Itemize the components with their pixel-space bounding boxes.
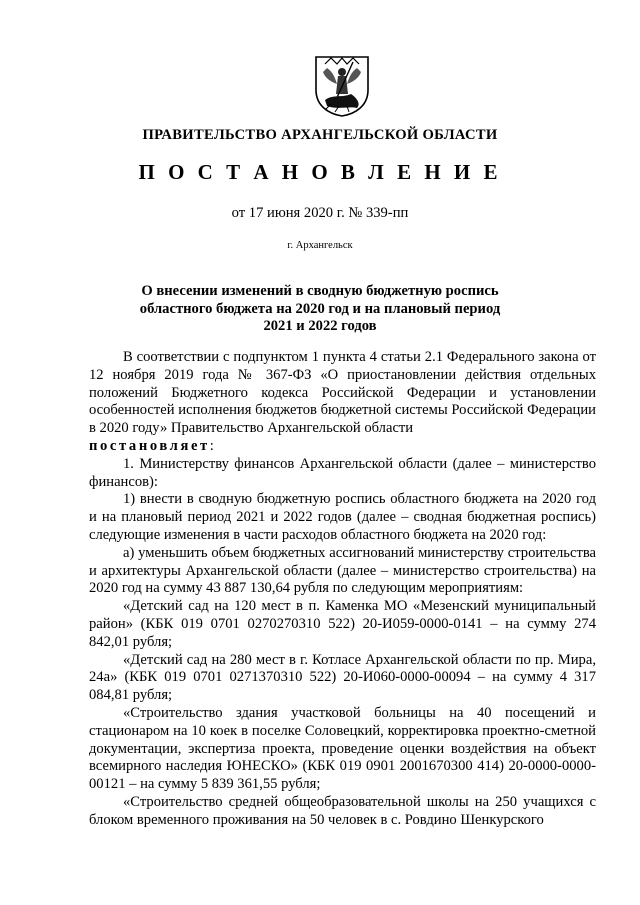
body-paragraph: «Строительство средней общеобразовательной школы на 250 учащихся с блоком временного проживания на 50 человек в с. Ровдино Шенкурского <box>89 793 596 828</box>
body-paragraph: 1) внести в сводную бюджетную роспись областного бюджета на 2020 год и на плановый период 2021 и 2022 годов (далее – сводная бюджетная роспись) следующие изменения в части расходов областного бюджета на 2020 год: <box>89 491 596 543</box>
document-title <box>0 283 640 336</box>
document-city: г. Архангельск <box>287 240 353 251</box>
title-line: 2021 и 2022 годов <box>263 318 377 334</box>
document-body <box>89 349 596 830</box>
document-type: П О С Т А Н О В Л Е Н И Е <box>138 160 502 184</box>
preamble-paragraph: В соответствии с подпунктом 1 пункта 4 статьи 2.1 Федерального закона от 12 ноября 2019 года № 367-ФЗ «О приостановлении действия отдельных положений Бюджетного кодекса Российской Федерации и установлении особенностей исполнения бюджетов бюджетной системы Российской Федерации в 2020 году» Правительство Архангельской области <box>89 349 596 437</box>
body-paragraph: «Строительство здания участковой больницы на 40 посещений и стационаром на 10 коек в поселке Соловецкий, корректировка проектно-сметной документации, экспертиза проекта, проведение оценки воздействия на объект всемирного наследия ЮНЕСКО» (КБК 019 0901 2001670300 414) 20-0000-0000-00121 – на сумму 5 839 361,55 рубля; <box>89 704 596 793</box>
arkhangelsk-coat-of-arms-icon <box>313 54 371 118</box>
title-line: областного бюджета на 2020 год и на плановый период <box>139 300 501 317</box>
decree-line <box>89 438 596 456</box>
body-paragraph: «Детский сад на 280 мест в г. Котласе Архангельской области по пр. Мира, 24а» (КБК 019 0701 0271370310 522) 20-И060-0000-00094 – на сумму 4 317 084,81 рубля; <box>89 651 596 704</box>
decree-colon: : <box>209 437 214 454</box>
body-paragraph: а) уменьшить объем бюджетных ассигнований министерству строительства и архитектуры Архангельской области (далее – министерство строительства) на 2020 год на сумму 43 887 130,64 рубля по следующим мероприятиям: <box>89 544 596 597</box>
title-line: О внесении изменений в сводную бюджетную роспись <box>141 283 499 299</box>
decree-word: постановляет <box>89 437 210 454</box>
document-date-number: от 17 июня 2020 г. № 339-пп <box>231 205 409 221</box>
organization-name: ПРАВИТЕЛЬСТВО АРХАНГЕЛЬСКОЙ ОБЛАСТИ <box>142 127 498 143</box>
body-paragraph: «Детский сад на 120 мест в п. Каменка МО «Мезенский муниципальный район» (КБК 019 0701 0270270310 522) 20-И059-0000-0141 – на сумму 274 842,01 рубля; <box>89 598 596 650</box>
body-paragraph: 1. Министерству финансов Архангельской области (далее – министерство финансов): <box>89 455 596 490</box>
